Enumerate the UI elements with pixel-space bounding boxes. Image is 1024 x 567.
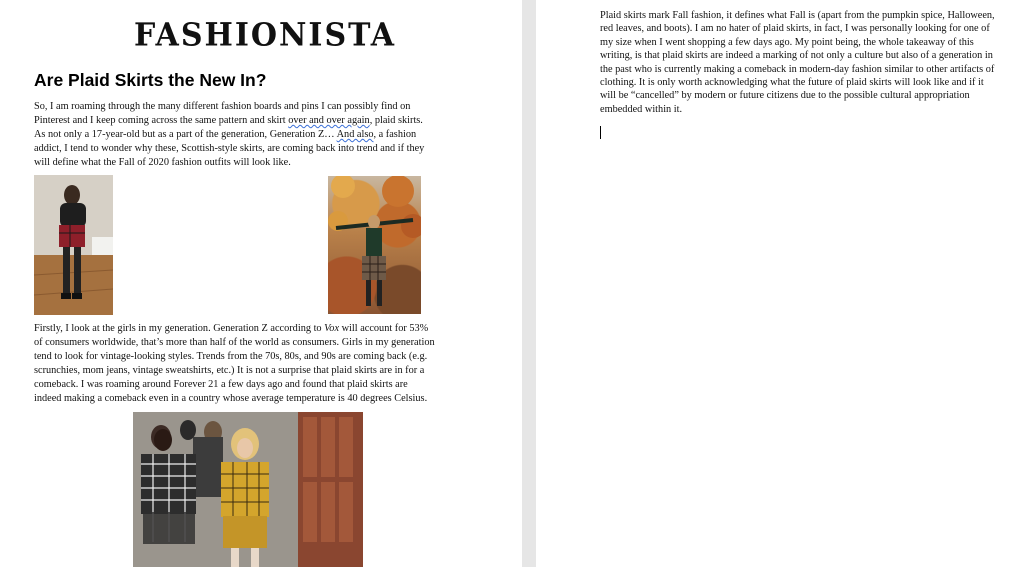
text-run[interactable]: embedded within it. <box>600 103 683 115</box>
text-run[interactable]: , a fashion <box>373 128 417 140</box>
paragraph-intro[interactable] <box>34 100 460 170</box>
text-run[interactable]: Pinterest and I keep coming across the same pattern and skirt <box>34 114 289 126</box>
text-line[interactable] <box>34 364 464 378</box>
text-run[interactable]: indeed making a comeback even in a country whose average temperature is 40 degrees Celsius. <box>34 392 428 404</box>
text-run[interactable]: will be “cancelled” by modern or future citizens due to the possible cultural appropriation <box>600 90 970 102</box>
text-run[interactable]: writing, is that plaid skirts are indeed a marking of not only a culture but also of a generation in <box>600 50 993 62</box>
mirror-selfie-photo <box>34 175 113 315</box>
text-line[interactable] <box>34 378 464 392</box>
text-run[interactable]: Plaid skirts mark Fall fashion, it defines what Fall is (apart from the pumpkin spice, Halloween, <box>600 10 995 21</box>
text-run[interactable]: comeback. I was roaming around Forever 21 a few days ago and found that plaid skirts are <box>34 378 408 390</box>
paragraph-generation-z[interactable] <box>34 322 464 405</box>
text-run[interactable]: addict, I tend to wonder why these, Scottish-style skirts, are coming back into trend and if they <box>34 142 425 154</box>
text-run[interactable]: clothing. It is only worth acknowledging what the future of plaid skirts will look like and if it <box>600 77 984 89</box>
document-page-2 <box>536 0 1024 567</box>
text-line[interactable] <box>34 350 464 364</box>
text-run[interactable]: As not only a 17-year-old but as a part of the generation, Generation Z… <box>34 128 337 140</box>
article-headline: Are Plaid Skirts the New In? <box>34 70 267 90</box>
masthead-title: FASHIONISTA <box>134 17 397 54</box>
text-line[interactable] <box>600 89 1020 102</box>
text-run[interactable]: , plaid skirts. <box>369 114 423 126</box>
paragraph-conclusion[interactable] <box>600 9 1020 116</box>
text-run[interactable]: will define what the Fall of 2020 fashion outfits will look like. <box>34 156 291 168</box>
page-gutter <box>522 0 536 567</box>
text-line[interactable] <box>600 9 1020 22</box>
text-run[interactable]: red leaves, and boots). I am no hater of plaid skirts, in fact, I was personally looking for one of <box>600 23 990 35</box>
text-line[interactable] <box>34 100 460 114</box>
text-run[interactable]: the past who is currently making a comeback in modern-day fashion similar to other artifacts of <box>600 63 995 75</box>
text-line[interactable] <box>600 76 1020 89</box>
text-line[interactable] <box>600 22 1020 35</box>
text-line[interactable] <box>34 336 464 350</box>
text-run[interactable]: my size when I went shopping a few days ago. My point being, the whole takeaway of this <box>600 36 974 48</box>
text-run[interactable]: Vox <box>324 323 340 334</box>
text-line[interactable] <box>34 322 464 336</box>
text-line[interactable] <box>600 63 1020 76</box>
autumn-leaves-photo <box>328 176 421 314</box>
text-run[interactable]: scrunchies, mom jeans, vintage sweatshirts, etc.) It is not a surprise that plaid skirts are in for a <box>34 364 425 376</box>
spellcheck-flagged-text[interactable]: And also <box>336 128 374 140</box>
spellcheck-flagged-text[interactable]: over and over again <box>288 114 370 126</box>
text-line[interactable] <box>34 114 460 128</box>
text-line[interactable] <box>34 392 464 406</box>
text-line[interactable] <box>34 156 460 170</box>
text-run[interactable]: of consumers worldwide, that’s more than half of the world as consumers. Girls in my generation <box>34 336 435 348</box>
text-cursor <box>600 126 601 139</box>
text-line[interactable] <box>34 128 460 142</box>
text-run[interactable]: will account for 53% <box>339 323 429 334</box>
text-line[interactable] <box>600 103 1020 116</box>
text-run[interactable]: tend to look for vintage-looking styles. Trends from the 70s, 80s, and 90s are coming back (e.g. <box>34 350 428 362</box>
text-run[interactable]: Firstly, I look at the girls in my generation. Generation Z according to <box>34 323 325 334</box>
text-line[interactable] <box>34 142 460 156</box>
text-line[interactable] <box>600 49 1020 62</box>
text-run[interactable]: So, I am roaming through the many different fashion boards and pins I can possibly find on <box>34 101 411 112</box>
text-line[interactable] <box>600 36 1020 49</box>
movie-still-photo <box>133 412 363 567</box>
